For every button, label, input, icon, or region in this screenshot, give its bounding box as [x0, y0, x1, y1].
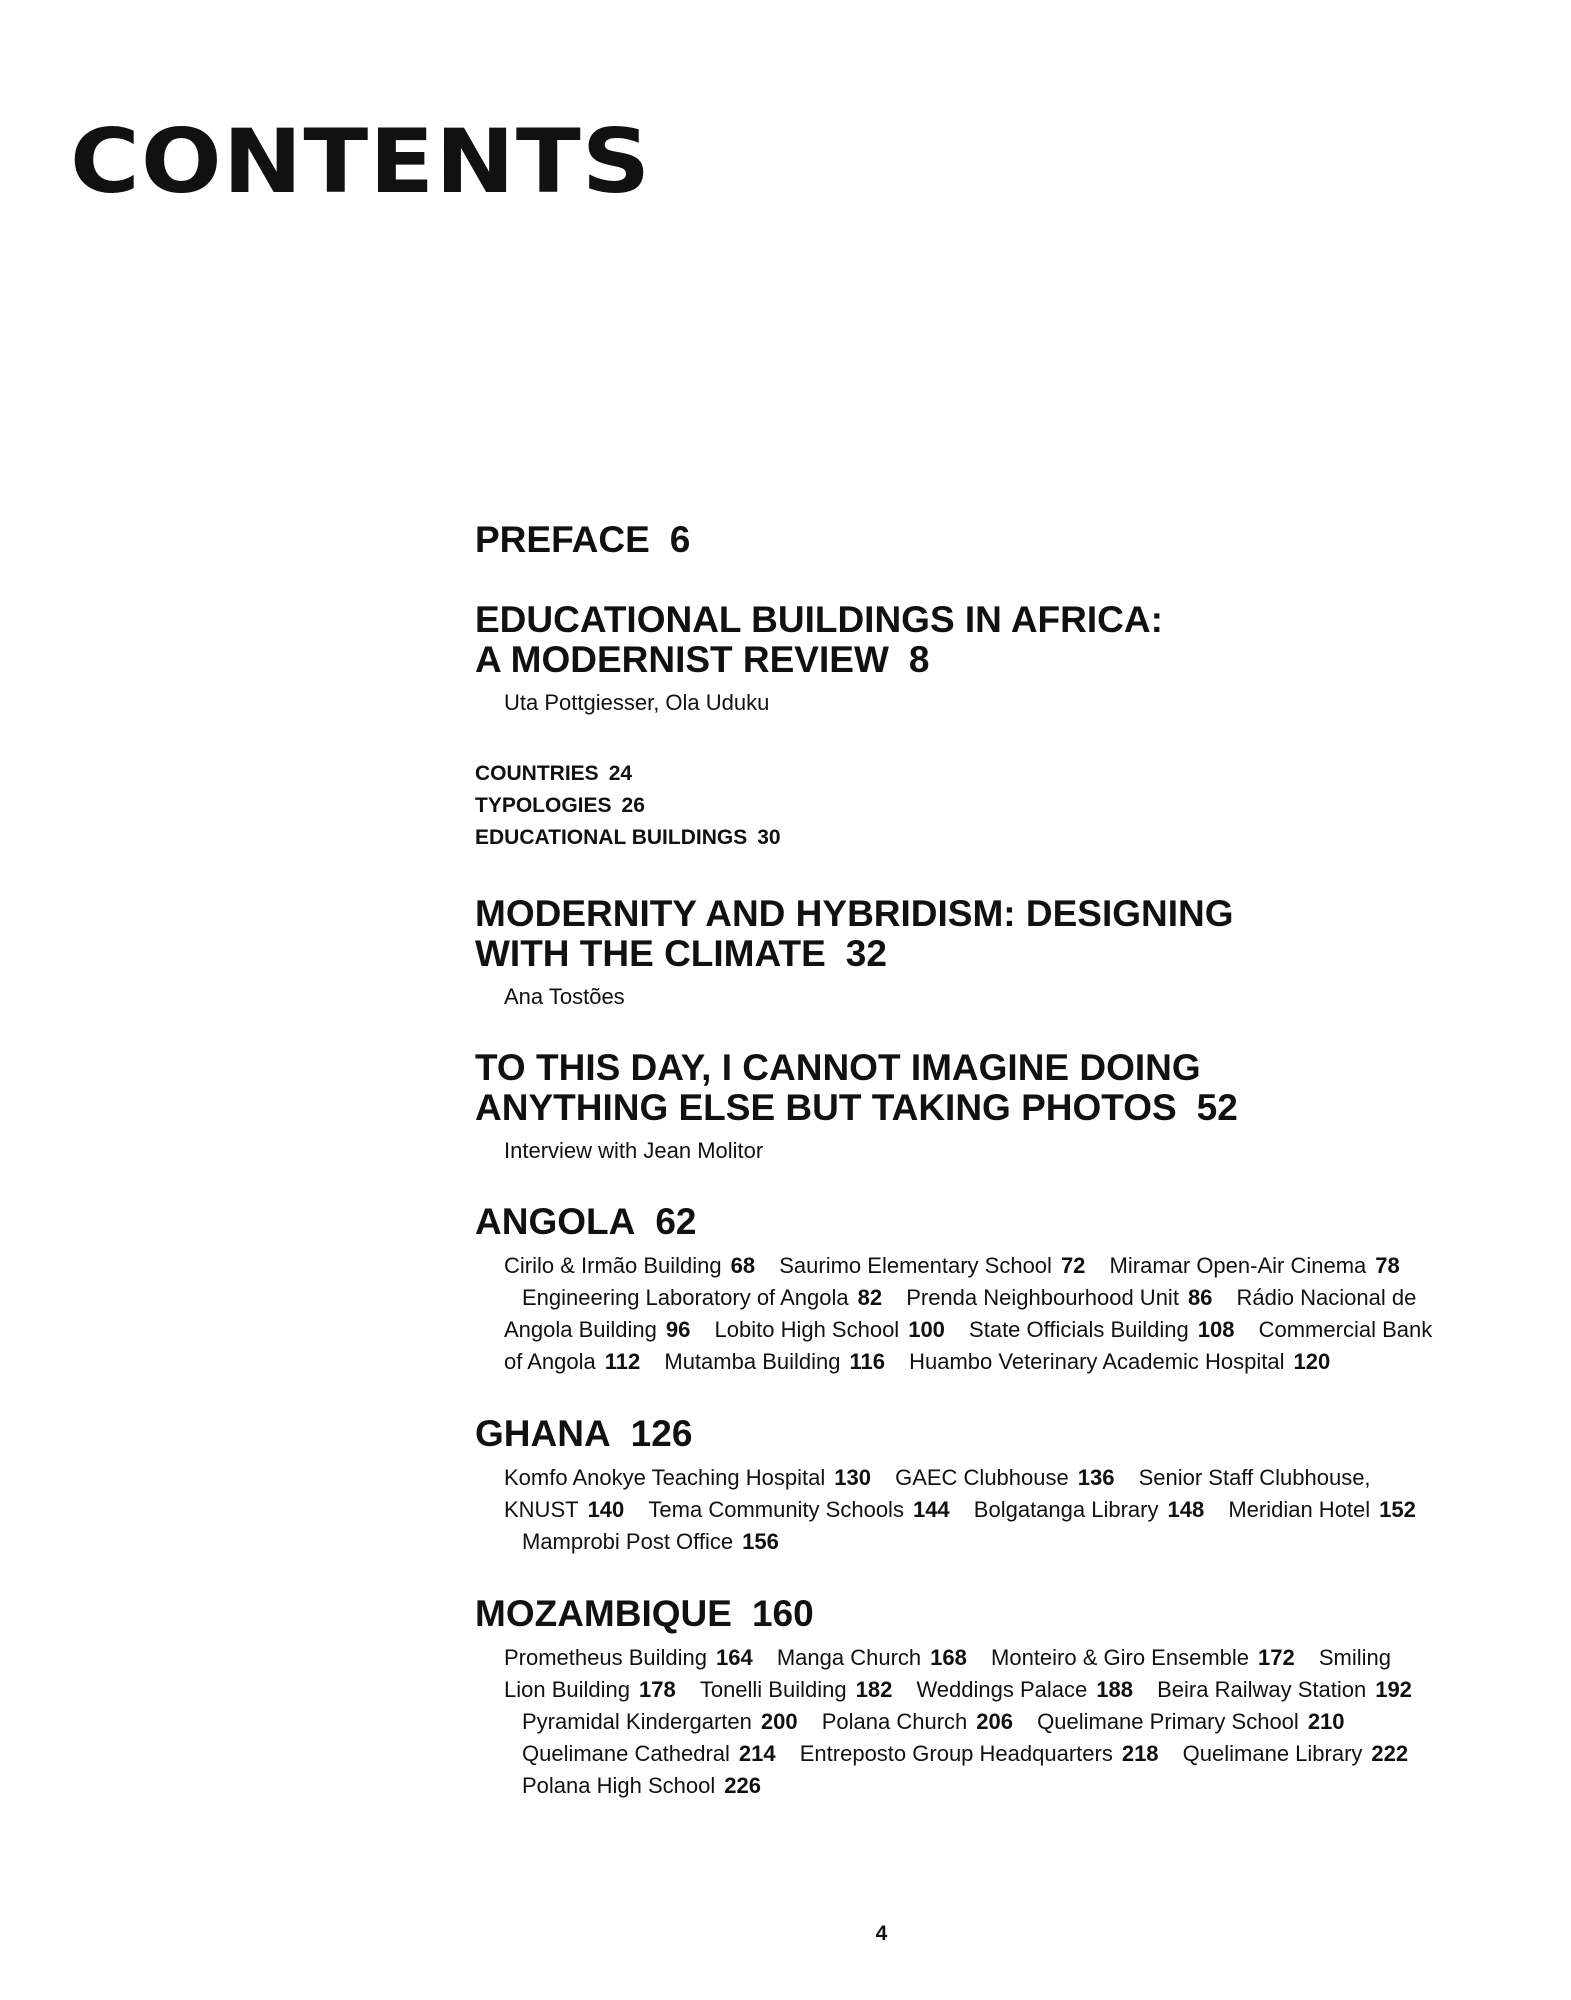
page-ref: 96 [665, 1317, 691, 1342]
page-ref: 210 [1307, 1709, 1345, 1734]
section-heading [475, 1048, 1475, 1128]
section-title-line: EDUCATIONAL BUILDINGS IN AFRICA: [475, 599, 1163, 640]
entry-title: Monteiro & Giro Ensemble [991, 1645, 1250, 1670]
country-title: GHANA [475, 1413, 611, 1454]
entry-title: Engineering Laboratory of Angola [522, 1285, 849, 1310]
page-ref: 100 [908, 1317, 945, 1342]
page-ref: 30 [757, 826, 781, 849]
toc-section-angola [475, 1202, 1475, 1378]
toc-entry[interactable] [504, 1253, 755, 1278]
entry-title: Prometheus Building [504, 1645, 708, 1670]
page-ref: 178 [638, 1677, 676, 1702]
section-title-line: WITH THE CLIMATE [475, 933, 826, 974]
entry-title: Entreposto Group Headquarters [799, 1741, 1113, 1766]
toc-item-countries[interactable] [475, 758, 1475, 790]
toc-lists [475, 758, 1475, 854]
entry-title: Pyramidal Kindergarten [522, 1709, 752, 1734]
page-ref: 222 [1371, 1741, 1409, 1766]
toc-entry[interactable] [522, 1741, 776, 1766]
toc-entry[interactable] [895, 1465, 1114, 1490]
entry-title: Smiling Lion Building [504, 1645, 1391, 1702]
toc-item-educational-buildings[interactable] [475, 822, 1475, 854]
page-ref: 26 [621, 794, 645, 817]
entry-title: Rádio Nacional de Angola Building [504, 1285, 1417, 1342]
item-title: COUNTRIES [475, 762, 599, 785]
page-ref: 82 [857, 1285, 883, 1310]
toc-entry[interactable] [700, 1677, 892, 1702]
page-ref: 6 [669, 519, 691, 560]
building-list [504, 1642, 1434, 1802]
entry-title: Tonelli Building [699, 1677, 847, 1702]
entry-title: Prenda Neighbourhood Unit [906, 1285, 1179, 1310]
page-ref: 152 [1379, 1497, 1416, 1522]
country-heading[interactable] [475, 1202, 1475, 1242]
entry-title: State Officials Building [969, 1317, 1189, 1342]
page-ref: 156 [742, 1529, 779, 1554]
page-ref: 108 [1197, 1317, 1235, 1342]
toc-entry[interactable] [991, 1645, 1295, 1670]
table-of-contents [475, 520, 1475, 1802]
page-ref: 62 [655, 1201, 697, 1242]
entry-title: Polana High School [522, 1773, 716, 1798]
page-ref: 214 [738, 1741, 776, 1766]
toc-entry[interactable] [1157, 1677, 1412, 1702]
entry-title: Polana Church [821, 1709, 968, 1734]
page-ref: 218 [1121, 1741, 1159, 1766]
toc-entry[interactable] [916, 1677, 1133, 1702]
entry-title: Manga Church [776, 1645, 922, 1670]
page-ref: 148 [1167, 1497, 1205, 1522]
toc-entry[interactable] [800, 1741, 1159, 1766]
toc-entry[interactable] [974, 1497, 1204, 1522]
page-ref: 168 [930, 1645, 967, 1670]
page-ref: 116 [849, 1349, 885, 1374]
section-author: Interview with Jean Molitor [504, 1138, 764, 1163]
page-ref: 8 [908, 639, 930, 680]
item-title: TYPOLOGIES [475, 794, 612, 817]
section-heading [475, 600, 1475, 680]
toc-section-preface[interactable] [475, 520, 1475, 560]
entry-title: Mamprobi Post Office [522, 1529, 734, 1554]
page-ref: 182 [855, 1677, 893, 1702]
toc-section-mozambique [475, 1594, 1475, 1802]
toc-entry[interactable] [522, 1529, 779, 1554]
page-ref: 24 [608, 762, 633, 785]
toc-entry[interactable] [822, 1709, 1013, 1734]
page-ref: 164 [716, 1645, 753, 1670]
toc-entry[interactable] [648, 1497, 949, 1522]
section-title-line: A MODERNIST REVIEW [475, 639, 889, 680]
building-list [504, 1462, 1434, 1558]
toc-entry[interactable] [1228, 1497, 1416, 1522]
entry-title: Senior Staff Clubhouse, KNUST [504, 1465, 1371, 1522]
section-author: Ana Tostões [504, 984, 625, 1009]
toc-entry[interactable] [906, 1285, 1212, 1310]
entry-title: Meridian Hotel [1228, 1497, 1371, 1522]
page-ref: 188 [1096, 1677, 1133, 1702]
page-title: CONTENTS [70, 110, 652, 213]
entry-title: Mutamba Building [664, 1349, 841, 1374]
section-author: Uta Pottgiesser, Ola Uduku [504, 690, 770, 715]
toc-entry[interactable] [1183, 1741, 1408, 1766]
toc-section-interview[interactable] [475, 1048, 1475, 1166]
country-heading[interactable] [475, 1414, 1475, 1454]
entry-title: Quelimane Library [1182, 1741, 1363, 1766]
page-ref: 172 [1258, 1645, 1295, 1670]
entry-title: Bolgatanga Library [973, 1497, 1159, 1522]
entry-title: Tema Community Schools [648, 1497, 904, 1522]
toc-entry[interactable] [1037, 1709, 1344, 1734]
entry-title: GAEC Clubhouse [895, 1465, 1069, 1490]
toc-entry[interactable] [504, 1645, 753, 1670]
page-number: 4 [875, 1922, 888, 1945]
entry-title: Beira Railway Station [1157, 1677, 1367, 1702]
toc-section-ghana [475, 1414, 1475, 1558]
entry-title: Cirilo & Irmão Building [504, 1253, 722, 1278]
country-title: ANGOLA [475, 1201, 636, 1242]
entry-title: Quelimane Cathedral [522, 1741, 730, 1766]
page-ref: 126 [630, 1413, 693, 1454]
entry-title: Saurimo Elementary School [779, 1253, 1052, 1278]
section-heading [475, 520, 1475, 560]
toc-entry[interactable] [522, 1773, 761, 1798]
toc-entry[interactable] [969, 1317, 1234, 1342]
section-title-line: TO THIS DAY, I CANNOT IMAGINE DOING [475, 1047, 1201, 1088]
page-ref: 192 [1375, 1677, 1412, 1702]
page-ref: 160 [751, 1593, 814, 1634]
toc-entry[interactable] [777, 1645, 967, 1670]
item-title: EDUCATIONAL BUILDINGS [475, 826, 748, 849]
page-ref: 32 [845, 933, 887, 974]
country-heading[interactable] [475, 1594, 1475, 1634]
toc-section-educational-buildings[interactable] [475, 600, 1475, 718]
entry-title: Quelimane Primary School [1037, 1709, 1299, 1734]
toc-entry[interactable] [715, 1317, 945, 1342]
entry-title: Miramar Open-Air Cinema [1109, 1253, 1367, 1278]
page-ref: 112 [604, 1349, 641, 1374]
page-ref: 72 [1060, 1253, 1086, 1278]
building-list [504, 1250, 1434, 1378]
page-ref: 68 [730, 1253, 756, 1278]
page-ref: 206 [976, 1709, 1014, 1734]
toc-item-typologies[interactable] [475, 790, 1475, 822]
toc-entry[interactable] [522, 1285, 882, 1310]
country-title: MOZAMBIQUE [475, 1593, 732, 1634]
toc-entry[interactable] [664, 1349, 885, 1374]
toc-entry[interactable] [522, 1709, 798, 1734]
entry-title: Komfo Anokye Teaching Hospital [504, 1465, 826, 1490]
entry-title: Commercial Bank of Angola [504, 1317, 1433, 1374]
toc-entry[interactable] [779, 1253, 1085, 1278]
page-ref: 144 [912, 1497, 950, 1522]
page-ref: 120 [1293, 1349, 1331, 1374]
page-ref: 200 [760, 1709, 798, 1734]
page-ref: 52 [1196, 1087, 1238, 1128]
entry-title: Weddings Palace [916, 1677, 1088, 1702]
page-ref: 86 [1187, 1285, 1213, 1310]
toc-entry[interactable] [1110, 1253, 1400, 1278]
section-title-line: MODERNITY AND HYBRIDISM: DESIGNING [475, 893, 1234, 934]
toc-entry[interactable] [504, 1465, 871, 1490]
entry-title: Lobito High School [714, 1317, 900, 1342]
page-ref: 140 [587, 1497, 625, 1522]
toc-entry[interactable] [909, 1349, 1330, 1374]
section-heading [475, 894, 1475, 974]
page-ref: 226 [724, 1773, 761, 1798]
entry-title: Huambo Veterinary Academic Hospital [909, 1349, 1285, 1374]
page-ref: 136 [1077, 1465, 1115, 1490]
page-ref: 130 [834, 1465, 871, 1490]
page-ref: 78 [1375, 1253, 1400, 1278]
section-title-line: ANYTHING ELSE BUT TAKING PHOTOS [475, 1087, 1177, 1128]
section-title: PREFACE [475, 519, 650, 560]
toc-section-modernity[interactable] [475, 894, 1475, 1012]
